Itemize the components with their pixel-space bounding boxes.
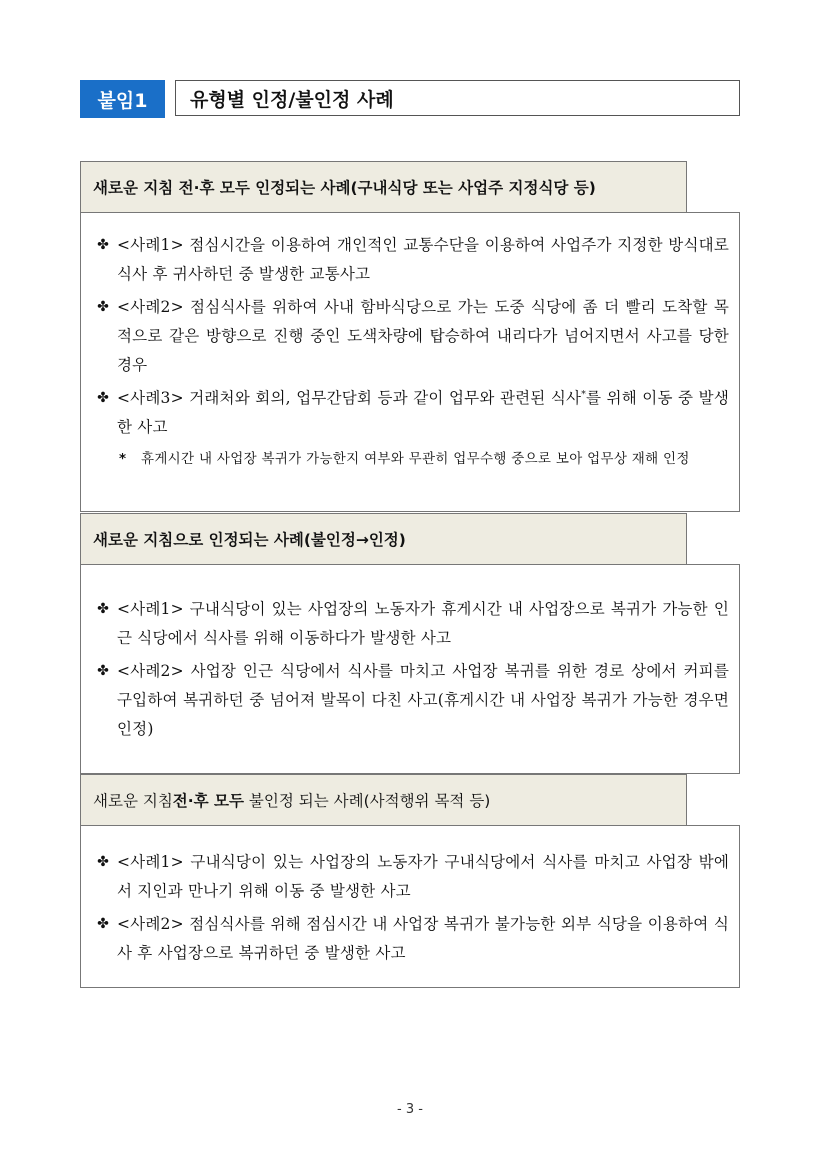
attachment-badge: 붙임1: [80, 80, 165, 118]
section-3-heading-a: 새로운 지침: [93, 792, 173, 810]
section-1-heading-text: 새로운 지침 전·후 모두 인정되는 사례(구내식당 또는 사업주 지정식당 등): [93, 179, 596, 197]
case-text: <사례2> 점심식사를 위해 점심시간 내 사업장 복귀가 불가능한 외부 식당을 이용하여 식사 후 사업장으로 복귀하던 중 발생한 사고: [117, 915, 729, 962]
clover-bullet-icon: ✤: [97, 390, 109, 406]
case-text: <사례1> 점심시간을 이용하여 개인적인 교통수단을 이용하여 사업주가 지정한 방식대로 식사 후 귀사하던 중 발생한 교통사고: [117, 236, 729, 283]
list-item: [89, 293, 729, 380]
list-item: [89, 910, 729, 968]
case-text: <사례2> 점심식사를 위하여 사내 함바식당으로 가는 도중 식당에 좀 더 빨리 도착할 목적으로 같은 방향으로 진행 중인 도색차량에 탑승하여 내리다가 넘어지면서 사고를 당한 경우: [117, 298, 729, 374]
list-item: [89, 595, 729, 653]
section-3-heading-b: 전·후 모두: [172, 792, 244, 810]
case-text-tail: 를 위해 이동 중 발생한 사고: [117, 389, 729, 436]
footnote-text: 휴게시간 내 사업장 복귀가 가능한지 여부와 무관히 업무수행 중으로 보아 업무상 재해 인정: [141, 451, 690, 467]
footnote: [89, 446, 729, 473]
case-text: [117, 384, 729, 442]
page-title-row: [80, 80, 740, 118]
case-text: <사례2> 사업장 인근 식당에서 식사를 마치고 사업장 복귀를 위한 경로 상에서 커피를 구입하여 복귀하던 중 넘어져 발목이 다친 사고(휴게시간 내 사업장 복귀가 가능한 경우면 인정): [117, 662, 729, 738]
clover-bullet-icon: ✤: [97, 854, 109, 870]
case-text: <사례1> 구내식당이 있는 사업장의 노동자가 휴게시간 내 사업장으로 복귀가 가능한 인근 식당에서 식사를 위해 이동하다가 발생한 사고: [117, 600, 729, 647]
clover-bullet-icon: ✤: [97, 299, 109, 315]
list-item: [89, 657, 729, 744]
section-1-body: [80, 212, 740, 512]
clover-bullet-icon: ✤: [97, 601, 109, 617]
page-title: 유형별 인정/불인정 사례: [175, 80, 740, 116]
section-3-body: [80, 825, 740, 988]
clover-bullet-icon: ✤: [97, 237, 109, 253]
case-text: <사례1> 구내식당이 있는 사업장의 노동자가 구내식당에서 식사를 마치고 사업장 밖에서 지인과 만나기 위해 이동 중 발생한 사고: [117, 853, 729, 900]
list-item: [89, 848, 729, 906]
section-1-heading: [80, 161, 687, 213]
section-3-heading-c: 불인정 되는 사례(사적행위 목적 등): [243, 792, 491, 810]
section-2-heading-text: 새로운 지침으로 인정되는 사례(불인정→인정): [93, 531, 406, 549]
clover-bullet-icon: ✤: [97, 916, 109, 932]
list-item: [89, 384, 729, 442]
clover-bullet-icon: ✤: [97, 663, 109, 679]
page-number: - 3 -: [397, 1102, 423, 1117]
section-2-heading: [80, 513, 687, 565]
case-text-main: <사례3> 거래처와 회의, 업무간담회 등과 같이 업무와 관련된 식사: [117, 389, 582, 407]
asterisk-mark: *: [119, 451, 127, 467]
section-2-body: [80, 564, 740, 774]
footnote-mark: *: [581, 389, 586, 400]
section-3-heading: [80, 774, 687, 826]
list-item: [89, 231, 729, 289]
